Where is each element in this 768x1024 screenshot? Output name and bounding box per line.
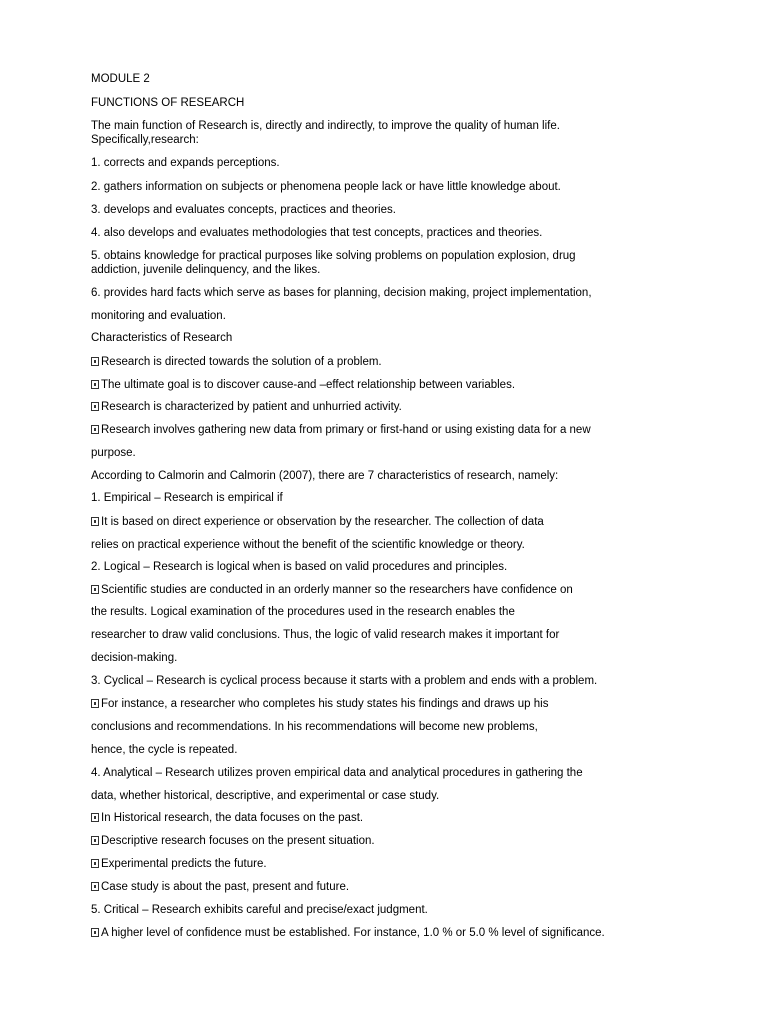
bullet-box-icon (91, 357, 99, 366)
line-text: In Historical research, the data focuses on the past. (101, 812, 364, 824)
line-text: 3. Cyclical – Research is cyclical process because it starts with a problem and ends with a problem. (91, 675, 598, 687)
text-line (91, 72, 150, 86)
text-line (91, 538, 525, 552)
text-line (91, 133, 199, 147)
line-text: MODULE 2 (91, 73, 150, 85)
text-line (91, 605, 515, 619)
line-text: Specifically,research: (91, 134, 199, 146)
text-line (91, 674, 597, 688)
bullet-line (91, 583, 573, 597)
bullet-line (91, 355, 382, 369)
line-text: relies on practical experience without the benefit of the scientific knowledge or theory. (91, 539, 525, 551)
line-text: The main function of Research is, directly and indirectly, to improve the quality of human life. (91, 120, 560, 132)
bullet-box-icon (91, 928, 99, 937)
line-text: decision-making. (91, 652, 178, 664)
bullet-box-icon (91, 402, 99, 411)
line-text: It is based on direct experience or observation by the researcher. The collection of data (101, 516, 544, 528)
text-line (91, 286, 592, 300)
line-text: conclusions and recommendations. In his recommendations will become new problems, (91, 721, 538, 733)
line-text: According to Calmorin and Calmorin (2007), there are 7 characteristics of research, namely: (91, 470, 559, 482)
line-text: 5. obtains knowledge for practical purposes like solving problems on population explosion, drug (91, 250, 576, 262)
text-line (91, 789, 439, 803)
text-line (91, 249, 576, 263)
bullet-box-icon (91, 699, 99, 708)
line-text: 1. Empirical – Research is empirical if (91, 492, 283, 504)
line-text: purpose. (91, 447, 136, 459)
text-line (91, 96, 244, 110)
line-text: The ultimate goal is to discover cause-and –effect relationship between variables. (101, 379, 516, 391)
line-text: Case study is about the past, present and future. (101, 881, 350, 893)
bullet-line (91, 811, 363, 825)
text-line (91, 331, 232, 345)
text-line (91, 628, 559, 642)
line-text: data, whether historical, descriptive, and experimental or case study. (91, 790, 440, 802)
bullet-line (91, 926, 605, 940)
bullet-line (91, 423, 591, 437)
line-text: 1. corrects and expands perceptions. (91, 157, 280, 169)
line-text: Scientific studies are conducted in an orderly manner so the researchers have confidence on (101, 584, 573, 596)
bullet-box-icon (91, 517, 99, 526)
text-line (91, 491, 283, 505)
line-text: Descriptive research focuses on the present situation. (101, 835, 375, 847)
line-text: FUNCTIONS OF RESEARCH (91, 97, 245, 109)
text-line (91, 766, 583, 780)
bullet-line (91, 834, 375, 848)
text-line (91, 180, 561, 194)
line-text: 2. Logical – Research is logical when is based on valid procedures and principles. (91, 561, 508, 573)
text-line (91, 651, 177, 665)
line-text: researcher to draw valid conclusions. Thus, the logic of valid research makes it important for (91, 629, 560, 641)
bullet-line (91, 515, 544, 529)
bullet-box-icon (91, 425, 99, 434)
bullet-box-icon (91, 859, 99, 868)
line-text: Research involves gathering new data from primary or first-hand or using existing data for a new (101, 424, 591, 436)
line-text: monitoring and evaluation. (91, 310, 226, 322)
bullet-line (91, 378, 515, 392)
bullet-box-icon (91, 882, 99, 891)
bullet-box-icon (91, 585, 99, 594)
text-line (91, 560, 507, 574)
text-line (91, 203, 396, 217)
bullet-box-icon (91, 836, 99, 845)
text-line (91, 720, 538, 734)
line-text: Characteristics of Research (91, 332, 233, 344)
text-line (91, 469, 558, 483)
line-text: addiction, juvenile delinquency, and the likes. (91, 264, 321, 276)
bullet-line (91, 697, 548, 711)
text-line (91, 743, 237, 757)
bullet-line (91, 857, 267, 871)
line-text: 4. also develops and evaluates methodologies that test concepts, practices and theories. (91, 227, 543, 239)
text-line (91, 156, 280, 170)
line-text: Research is characterized by patient and unhurried activity. (101, 401, 402, 413)
bullet-box-icon (91, 380, 99, 389)
text-line (91, 263, 320, 277)
text-line (91, 446, 136, 460)
text-line (91, 309, 226, 323)
bullet-line (91, 400, 402, 414)
line-text: hence, the cycle is repeated. (91, 744, 238, 756)
bullet-box-icon (91, 813, 99, 822)
bullet-line (91, 880, 349, 894)
text-line (91, 119, 560, 133)
text-line (91, 903, 428, 917)
line-text: 5. Critical – Research exhibits careful and precise/exact judgment. (91, 904, 428, 916)
line-text: Experimental predicts the future. (101, 858, 267, 870)
line-text: For instance, a researcher who completes his study states his findings and draws up his (101, 698, 549, 710)
text-line (91, 226, 542, 240)
line-text: 3. develops and evaluates concepts, practices and theories. (91, 204, 396, 216)
line-text: 2. gathers information on subjects or phenomena people lack or have little knowledge about. (91, 181, 561, 193)
line-text: 6. provides hard facts which serve as bases for planning, decision making, project implementation, (91, 287, 592, 299)
line-text: 4. Analytical – Research utilizes proven empirical data and analytical procedures in gathering the (91, 767, 583, 779)
line-text: Research is directed towards the solution of a problem. (101, 356, 382, 368)
line-text: A higher level of confidence must be established. For instance, 1.0 % or 5.0 % level of significance. (101, 927, 605, 939)
line-text: the results. Logical examination of the procedures used in the research enables the (91, 606, 515, 618)
